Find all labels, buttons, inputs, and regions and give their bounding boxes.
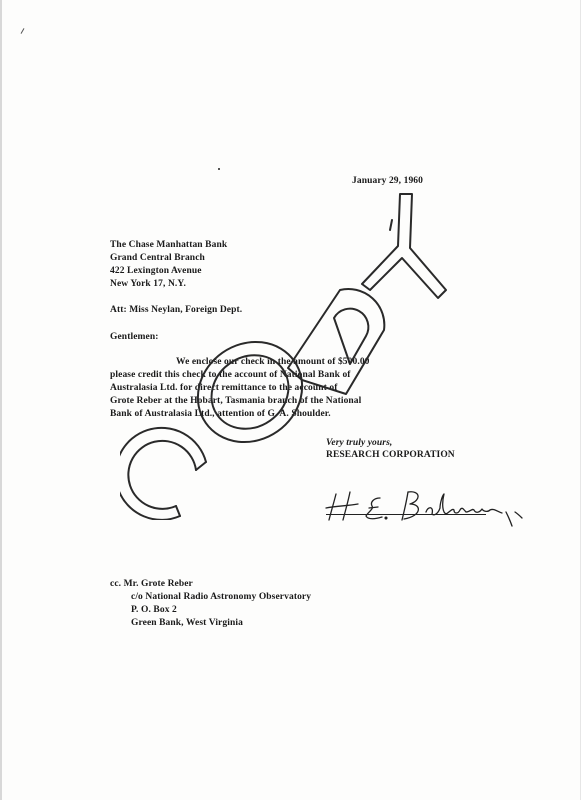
handwritten-signature xyxy=(322,482,532,530)
recipient-line-1: The Chase Manhattan Bank xyxy=(110,240,228,250)
stray-mark xyxy=(218,168,220,170)
body-line: Australasia Ltd. for direct remittance to the account of xyxy=(110,383,338,393)
cc-line-1: cc. Mr. Grote Reber xyxy=(110,579,193,589)
salutation: Gentlemen: xyxy=(110,332,159,342)
signature-underline xyxy=(326,514,486,515)
recipient-line-2: Grand Central Branch xyxy=(110,253,205,263)
body-line: We enclose our check in the amount of $500.00 xyxy=(176,357,370,367)
recipient-line-3: 422 Lexington Avenue xyxy=(110,266,202,276)
copy-stamp xyxy=(120,180,460,520)
recipient-line-4: New York 17, N.Y. xyxy=(110,279,186,289)
closing-company: RESEARCH CORPORATION xyxy=(326,450,455,460)
letter-date: January 29, 1960 xyxy=(352,176,424,186)
stray-mark xyxy=(21,28,25,34)
cc-line-3: P. O. Box 2 xyxy=(131,605,177,615)
attention-line: Att: Miss Neylan, Foreign Dept. xyxy=(110,305,243,315)
page-left-edge xyxy=(0,0,2,800)
cc-line-4: Green Bank, West Virginia xyxy=(131,618,243,628)
body-line: Grote Reber at the Hobart, Tasmania branch of the National xyxy=(110,396,362,406)
body-line: please credit this check to the account of National Bank of xyxy=(110,370,351,380)
closing-complimentary: Very truly yours, xyxy=(326,438,393,448)
body-line: Bank of Australasia Ltd., attention of G. A. Shoulder. xyxy=(110,409,331,419)
cc-line-2: c/o National Radio Astronomy Observatory xyxy=(131,592,312,602)
